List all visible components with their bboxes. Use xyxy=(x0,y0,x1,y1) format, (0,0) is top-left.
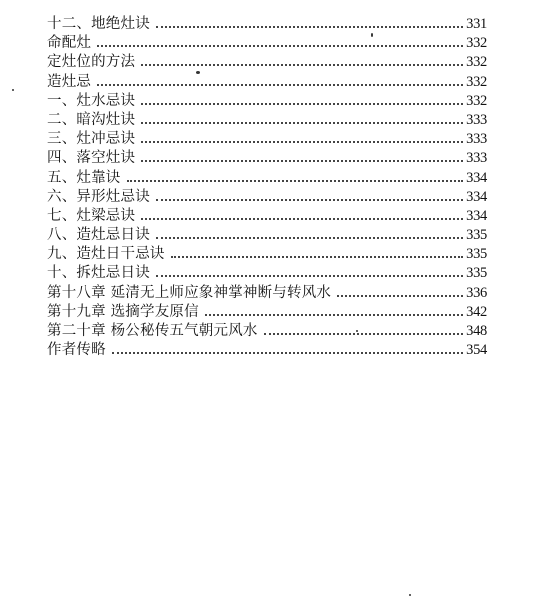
toc-entry-title: 九、造灶日干忌诀 xyxy=(47,246,165,263)
toc-entry-title: 命配灶 xyxy=(47,35,92,52)
toc-entry-page: 334 xyxy=(466,188,487,205)
toc-entry-title: 十、拆灶忌日诀 xyxy=(47,265,150,282)
toc-entry-page: 333 xyxy=(466,131,487,148)
toc-entry xyxy=(47,264,487,283)
toc-entry xyxy=(47,15,487,34)
scan-speck xyxy=(371,33,373,37)
toc-entry-title: 二、暗沟灶诀 xyxy=(47,111,136,128)
toc-entry-title: 定灶位的方法 xyxy=(47,54,136,71)
toc-dot-leader xyxy=(337,295,463,297)
toc-entry-page: 332 xyxy=(466,35,487,52)
toc-entry xyxy=(47,303,487,322)
toc-entry-page: 336 xyxy=(466,284,487,301)
toc-dot-leader xyxy=(141,218,463,220)
toc-entry-page: 334 xyxy=(466,207,487,224)
toc-entry-title: 五、灶靠诀 xyxy=(47,169,121,186)
toc-entry-title: 造灶忌 xyxy=(47,73,92,90)
toc-entry xyxy=(47,207,487,226)
toc-entry xyxy=(47,226,487,245)
toc-entry-page: 335 xyxy=(466,265,487,282)
toc-entry xyxy=(47,73,487,92)
scan-speck xyxy=(12,89,14,91)
toc-entry xyxy=(47,92,487,111)
toc-dot-leader xyxy=(171,256,464,258)
toc-entry xyxy=(47,34,487,53)
toc-entry-title: 第二十章 杨公秘传五气朝元风水 xyxy=(47,323,258,339)
toc-entry-page: 335 xyxy=(466,227,487,244)
toc-entry-title: 作者传略 xyxy=(47,342,106,359)
toc-entry-page: 333 xyxy=(466,111,487,128)
toc-entry xyxy=(47,245,487,264)
toc-entry-title: 七、灶梁忌诀 xyxy=(47,207,136,224)
toc-entry-page: 332 xyxy=(466,54,487,71)
toc-dot-leader xyxy=(156,26,463,28)
toc-entry xyxy=(47,169,487,188)
toc-entry-page: 354 xyxy=(466,342,487,359)
toc-entry-title: 第十九章 选摘学友原信 xyxy=(47,303,199,320)
toc-entry-title: 三、灶冲忌诀 xyxy=(47,131,136,148)
toc-entry-title: 四、落空灶诀 xyxy=(47,150,136,167)
toc-dot-leader xyxy=(156,237,463,239)
scan-speck xyxy=(196,71,200,74)
toc-entry-page: 335 xyxy=(466,246,487,263)
toc-entry xyxy=(47,188,487,207)
toc-dot-leader xyxy=(97,84,463,86)
table-of-contents xyxy=(47,15,487,360)
toc-entry-page: 331 xyxy=(466,16,487,32)
toc-entry-page: 332 xyxy=(466,73,487,90)
toc-entry xyxy=(47,130,487,149)
scan-speck xyxy=(356,330,358,332)
toc-entry-page: 332 xyxy=(466,92,487,109)
toc-entry-title: 六、异形灶忌诀 xyxy=(47,188,150,205)
toc-dot-leader xyxy=(141,103,463,105)
toc-entry xyxy=(47,111,487,130)
toc-dot-leader xyxy=(97,45,463,47)
toc-dot-leader xyxy=(156,275,463,277)
toc-dot-leader xyxy=(141,160,463,162)
toc-entry xyxy=(47,322,487,341)
toc-dot-leader xyxy=(127,180,464,182)
toc-entry-page: 334 xyxy=(466,169,487,186)
toc-entry-page: 342 xyxy=(466,303,487,320)
toc-entry xyxy=(47,341,487,360)
toc-entry-title: 第十八章 延清无上师应象神掌神断与转风水 xyxy=(47,284,332,301)
toc-entry-page: 348 xyxy=(466,323,487,339)
toc-entry xyxy=(47,284,487,303)
toc-entry-title: 八、造灶忌日诀 xyxy=(47,227,150,244)
toc-dot-leader xyxy=(141,141,463,143)
toc-entry-title: 十二、地绝灶诀 xyxy=(47,16,150,32)
toc-entry-title: 一、灶水忌诀 xyxy=(47,92,136,109)
toc-dot-leader xyxy=(141,122,463,124)
toc-dot-leader xyxy=(264,333,464,335)
toc-dot-leader xyxy=(156,199,463,201)
toc-dot-leader xyxy=(141,64,463,66)
scan-speck xyxy=(409,594,411,596)
toc-entry xyxy=(47,53,487,72)
toc-entry xyxy=(47,149,487,168)
toc-dot-leader xyxy=(112,352,463,354)
toc-dot-leader xyxy=(205,314,463,316)
toc-entry-page: 333 xyxy=(466,150,487,167)
